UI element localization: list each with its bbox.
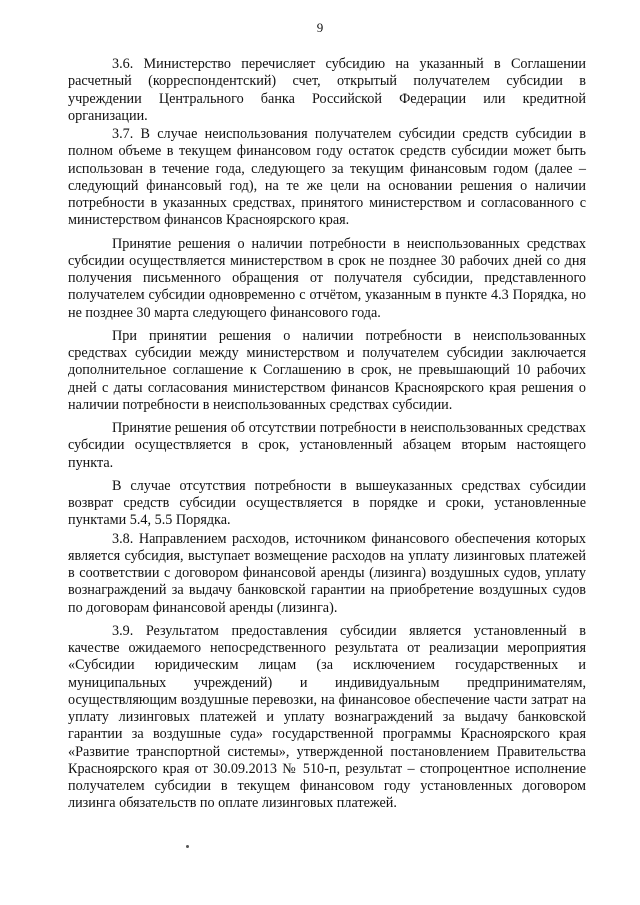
paragraph-refund: В случае отсутствия потребности в вышеуказанных средствах субсидии возврат средств субсидии осуществляется в порядке и сроки, установленные пунктами 5.4, 5.5 Порядка. [68, 477, 586, 529]
paragraph-3-7: 3.7. В случае неиспользования получателем субсидии средств субсидии в полном объеме в текущем финансовом году остаток средств субсидии может быть использован в течение года, следующего за текущим финансовым годом (далее – следующий финансовый год), на те же цели на основании решения о наличии потребности в указанных средствах, принятого министерством и согласованного с министерством финансов Красноярского края. [68, 126, 586, 229]
page-number: 9 [316, 20, 324, 35]
paragraph-3-9: 3.9. Результатом предоставления субсидии является установленный в качестве ожидаемого непосредственного результата от реализации мероприятия «Субсидии юридическим лицам (за исключением государственных и муниципальных учреждений) и индивидуальным предпринимателям, осуществляющим воздушные перевозки, на финансовое обеспечение части затрат на уплату лизинговых платежей и уплату вознаграждений за выдачу банковской гарантии за воздушные суда» государственной программы Красноярского края «Развитие транспортной системы», утвержденной постановлением Правительства Красноярского края от 30.09.2013 № 510-п, результат – стопроцентное исполнение получателем субсидии в текущем финансовом году установленных договором лизинга обязательств по оплате лизинговых платежей. [68, 622, 586, 812]
paragraph-no-need-decision: Принятие решения об отсутствии потребности в неиспользованных средствах субсидии осуществляется в срок, установленный абзацем вторым настоящего пункта. [68, 420, 586, 471]
paragraph-3-8: 3.8. Направлением расходов, источником финансового обеспечения которых является субсидия, выступает возмещение расходов на уплату лизинговых платежей в соответствии с договором финансовой аренды (лизинга) воздушных судов, уплату вознаграждений за выдачу банковской гарантии на приобретение воздушных судов по договорам финансовой аренды (лизинга). [68, 530, 586, 616]
document-body [68, 56, 586, 814]
paragraph-additional-agreement: При принятии решения о наличии потребности в неиспользованных средствах субсидии между министерством и получателем субсидии заключается дополнительное соглашение к Соглашению в срок, не превышающий 10 рабочих дней с даты согласования министерством финансов Красноярского края решения о наличии потребности в неиспользованных средствах субсидии. [68, 327, 586, 413]
paragraph-decision-deadline: Принятие решения о наличии потребности в неиспользованных средствах субсидии осуществляется министерством в срок не позднее 30 рабочих дней со дня получения письменного обращения от получателя субсидии, представленного получателем субсидии одновременно с отчётом, указанным в пункте 4.3 Порядка, но не позднее 30 марта следующего финансового года. [68, 235, 586, 321]
paragraph-3-6: 3.6. Министерство перечисляет субсидию на указанный в Соглашении расчетный (корреспондентский) счет, открытый получателем субсидии в учреждении Центрального банка Российской Федерации или кредитной организации. [68, 56, 586, 124]
scan-dot-mark [186, 845, 189, 848]
